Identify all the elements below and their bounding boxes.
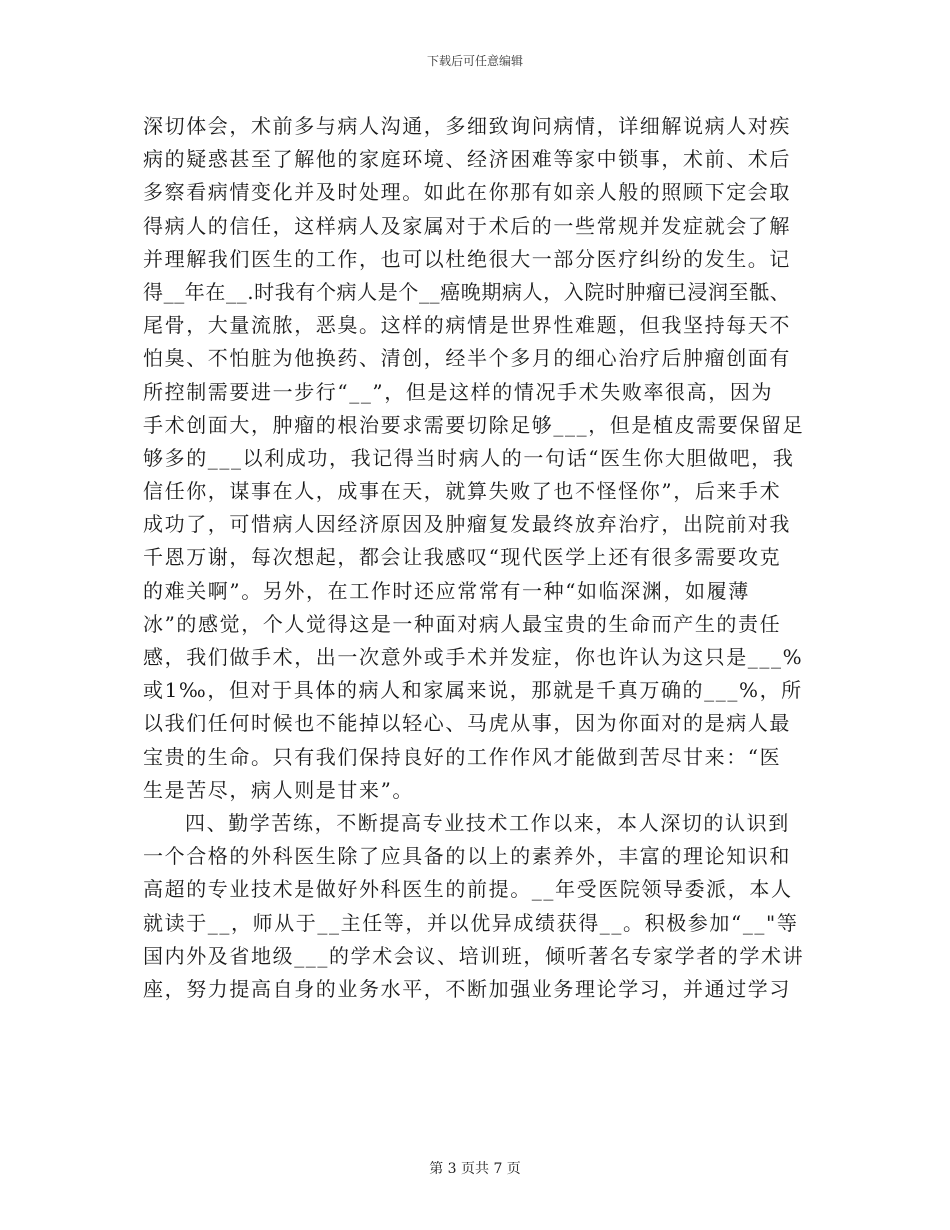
text-line: 国内外及省地级___的学术会议、培训班，倾听著名专家学者的学术讲 [143,943,805,968]
text-line: 得病人的信任，这样病人及家属对于术后的一些常规并发症就会了解 [143,213,791,238]
document-body [143,110,843,1006]
text-line: 千恩万谢，每次想起，都会让我感叹“现代医学上还有很多需要攻克 [143,545,782,570]
text-line: 一个合格的外科医生除了应具备的以上的素养外，丰富的理论知识和 [143,844,791,869]
text-line: 生是苦尽，病人则是甘来”。 [143,777,415,802]
text-line: 高超的专业技术是做好外科医生的前提。__年受医院领导委派，本人 [143,877,793,902]
text-line: 四、勤学苦练，不断提高专业技术工作以来，本人深切的认识到 [185,810,790,835]
text-line: 所控制需要进一步行“__”，但是这样的情况手术失败率很高，因为 [143,379,774,404]
text-line: 宝贵的生命。只有我们保持良好的工作作风才能做到苦尽甘来：“医 [143,744,782,769]
text-line: 多察看病情变化并及时处理。如此在你那有如亲人般的照顾下定会取 [143,180,791,205]
text-line: 感，我们做手术，出一次意外或手术并发症，你也许认为这只是___% [143,645,804,669]
text-line: 以我们任何时候也不能掉以轻心、马虎从事，因为你面对的是病人最 [143,711,791,736]
page-number-footer: 第 3 页共 7 页 [429,1161,521,1177]
text-line: 信任你，谋事在人，成事在天，就算失败了也不怪怪你”，后来手术 [143,479,782,504]
text-line: 的难关啊”。另外，在工作时还应常常有一种“如临深渊，如履薄 [143,578,750,603]
text-line: 够多的___以利成功，我记得当时病人的一句话“医生你大胆做吧，我 [143,445,795,470]
text-line: 尾骨，大量流脓，恶臭。这样的病情是世界性难题，但我坚持每天不 [143,313,791,338]
text-line: 成功了，可惜病人因经济原因及肿瘤复发最终放弃治疗，出院前对我 [143,512,791,537]
text-line: 病的疑惑甚至了解他的家庭环境、经济困难等家中锁事，术前、术后 [143,147,791,172]
text-line: 得__年在__.时我有个病人是个__癌晚期病人，入院时肿瘤已浸润至骶、 [143,279,791,304]
text-line: 就读于__，师从于__主任等，并以优异成绩获得__。积极参加“__"等 [143,910,799,935]
text-line: 深切体会，术前多与病人沟通，多细致询问病情，详细解说病人对疾 [143,114,791,138]
text-line: 或1‰，但对于具体的病人和家属来说，那就是千真万确的___%，所 [143,678,803,703]
text-line: 怕臭、不怕脏为他换药、清创，经半个多月的细心治疗后肿瘤创面有 [143,346,791,371]
text-line: 冰”的感觉，个人觉得这是一种面对病人最宝贵的生命而产生的责任 [143,611,782,636]
text-line: 手术创面大，肿瘤的根治要求需要切除足够___，但是植皮需要保留足 [143,412,805,437]
text-line: 座，努力提高自身的业务水平，不断加强业务理论学习，并通过学习 [143,976,791,1001]
page-header: 下载后可任意编辑 [426,54,523,68]
text-line: 并理解我们医生的工作，也可以杜绝很大一部分医疗纠纷的发生。记 [143,246,791,271]
